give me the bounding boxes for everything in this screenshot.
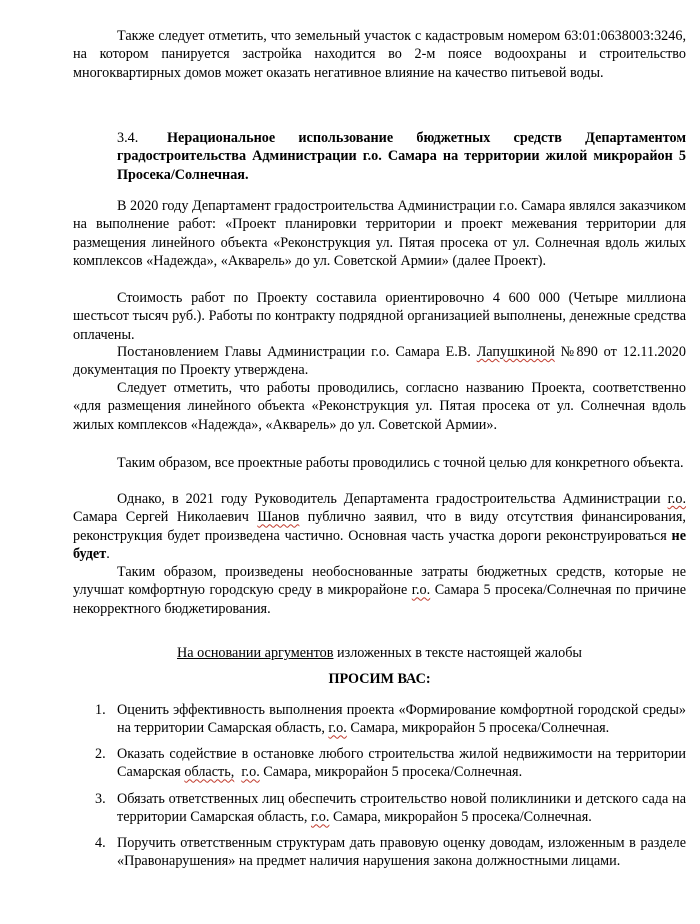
emphasis-not-be: не будет — [73, 527, 686, 563]
name-shanov: Шанов — [257, 509, 300, 526]
paragraph-conclusion-1: Таким образом, все проектные работы проводились с точной целью для конкретного объекта. — [117, 455, 684, 471]
paragraph-statement-2021: Однако, в 2021 году Руководитель Департамента градостроительства Администрации г.о. Самара Сергей Николаевич Шанов публично заявил, что в виду отсутствия финансирования, реконструкция будет произведена частично. Основная часть участка дороги реконструироваться не будет. — [73, 491, 686, 563]
paragraph-resolution: Постановлением Главы Администрации г.о. Самара Е.В. Лапушкиной №890 от 12.11.2020 документация по Проекту утверждена. — [73, 344, 686, 379]
list-item-request-3: 3. Обязать ответственных лиц обеспечить строительство новой поликлиники и детского сада на территории Самарская область, г.о. Самара, микрорайон 5 просека/Солнечная. — [95, 791, 686, 826]
paragraph-project-purpose: Следует отметить, что работы проводились, согласно названию Проекта, соответственно «для размещения линейного объекта «Реконструкция ул. Пятая просека от ул. Солнечная вдоль жилых комплексов «Надежда», «Акварель» до ул. Советской Армии». — [73, 380, 686, 433]
request-title: ПРОСИМ ВАС: — [328, 671, 431, 687]
list-item-request-2: 2. Оказать содействие в остановке любого строительства жилой недвижимости на территории Самарская область, г.о. Самара, микрорайон 5 просека/Солнечная. — [95, 746, 686, 781]
paragraph-customer: В 2020 году Департамент градостроительства Администрации г.о. Самара являлся заказчиком на выполнение работ: «Проект планировки территории и проект межевания территории для размещения линейного объекта «Реконструкция ул. Пятая просека от ул. Солнечная вдоль жилых комплексов «Надежда», «Акварель» до ул. Советской Армии» (далее Проект). — [73, 198, 686, 270]
paragraph-water-protection: Также следует отметить, что земельный участок с кадастровым номером 63:01:0638003:3246, на котором панируется застройка находится во 2-м поясе водоохраны и строительство многоквартирных домов может оказать негативное влияние на качество питьевой воды. — [73, 28, 686, 81]
basis-underlined: На основании аргументов — [177, 645, 334, 661]
name-lapushkina: Лапушкиной — [476, 344, 555, 360]
basis-line: На основании аргументов изложенных в тексте настоящей жалобы — [177, 645, 582, 661]
paragraph-conclusion-2: Таким образом, произведены необоснованные затраты бюджетных средств, которые не улучшат комфортную городскую среду в микрорайоне г.о. Самара 5 просека/Солнечная по причине некорректного бюджетирования. — [73, 564, 687, 617]
section-title: Нерациональное использование бюджетных средств Департаментом градостроительства Администрации г.о. Самара на территории жилой микрорайон 5 Просека/Солнечная. — [117, 130, 686, 183]
list-item-request-4: 4. Поручить ответственным структурам дать правовую оценку доводам, изложенным в разделе «Правонарушения» на предмет наличия нарушения закона должностными лицами. — [95, 835, 686, 870]
section-number: 3.4. — [117, 130, 139, 146]
list-item-request-1: 1. Оценить эффективность выполнения проекта «Формирование комфортной городской среды» на территории Самарская область, г.о. Самара, микрорайон 5 просека/Солнечная. — [95, 702, 686, 737]
paragraph-cost: Стоимость работ по Проекту составила ориентировочно 4 600 000 (Четыре миллиона шестьсот тысяч руб.). Работы по контракту подрядной организацией выполнены, денежные средства оплачены. — [73, 290, 686, 343]
